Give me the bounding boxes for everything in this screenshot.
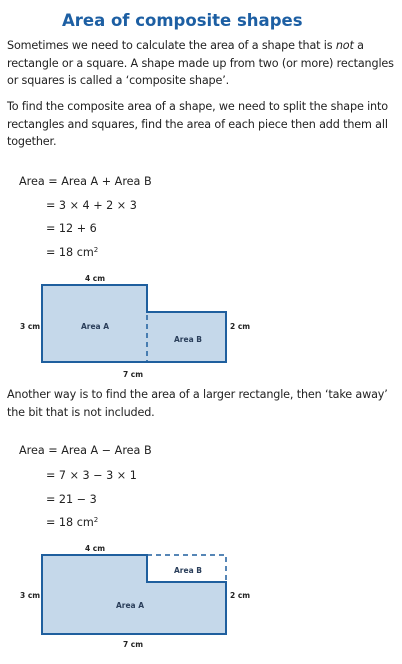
bridge-paragraph: Another way is to find the area of a larger rectangle, then ‘take away’ the bit that is not included. <box>7 388 388 419</box>
composite-shape-diagram-1 <box>0 268 402 388</box>
diagram2-bottom-label: 7 cm <box>122 640 144 649</box>
method1-equation-2: = 3 × 4 + 2 × 3 <box>46 199 137 212</box>
diagram1-top-label: 4 cm <box>84 274 106 283</box>
intro-paragraph-2: To find the composite area of a shape, we need to split the shape into rectangles and squares, find the area of each piece then add them all together. <box>7 100 388 148</box>
diagram1-right-label: 2 cm <box>230 322 251 331</box>
diagram2-area-a-label: Area A <box>115 601 145 610</box>
diagram2-left-label: 3 cm <box>20 591 41 600</box>
method1-result-exponent: 2 <box>93 246 99 254</box>
method1-equation-3: = 12 + 6 <box>46 222 97 235</box>
diagram1-left-label: 3 cm <box>20 322 41 331</box>
diagram1-area-a-label: Area A <box>80 322 110 331</box>
method2-result-exponent: 2 <box>93 516 99 524</box>
intro-text-a: Sometimes we need to calculate the area of a shape that is <box>7 39 336 52</box>
composite-shape-diagram-2 <box>0 540 402 650</box>
method2-equation-1: Area = Area A − Area B <box>19 444 152 457</box>
intro-emphasis: not <box>335 39 354 52</box>
diagram2-top-label: 4 cm <box>84 544 106 553</box>
intro-paragraph-1 <box>7 37 397 90</box>
method2-equation-3: = 21 − 3 <box>46 493 97 506</box>
diagram1-bottom-label: 7 cm <box>122 370 144 379</box>
method2-equation-4 <box>46 516 98 529</box>
intro-text-b: a rectangle or a square. A shape made up from two (or more) rectangles or squares is called a ‘composite shape’. <box>7 39 394 87</box>
method2-equation-2: = 7 × 3 − 3 × 1 <box>46 469 137 482</box>
diagram1-shape <box>42 285 226 362</box>
method1-result: = 18 cm <box>46 246 94 259</box>
diagram2-right-label: 2 cm <box>230 591 251 600</box>
diagram1-area-b-label: Area B <box>174 335 202 344</box>
method2-result: = 18 cm <box>46 516 94 529</box>
method1-equation-4 <box>46 246 98 259</box>
page-title: Area of composite shapes <box>62 11 303 30</box>
diagram2-area-b-label: Area B <box>174 566 202 575</box>
method1-equation-1: Area = Area A + Area B <box>19 175 152 188</box>
